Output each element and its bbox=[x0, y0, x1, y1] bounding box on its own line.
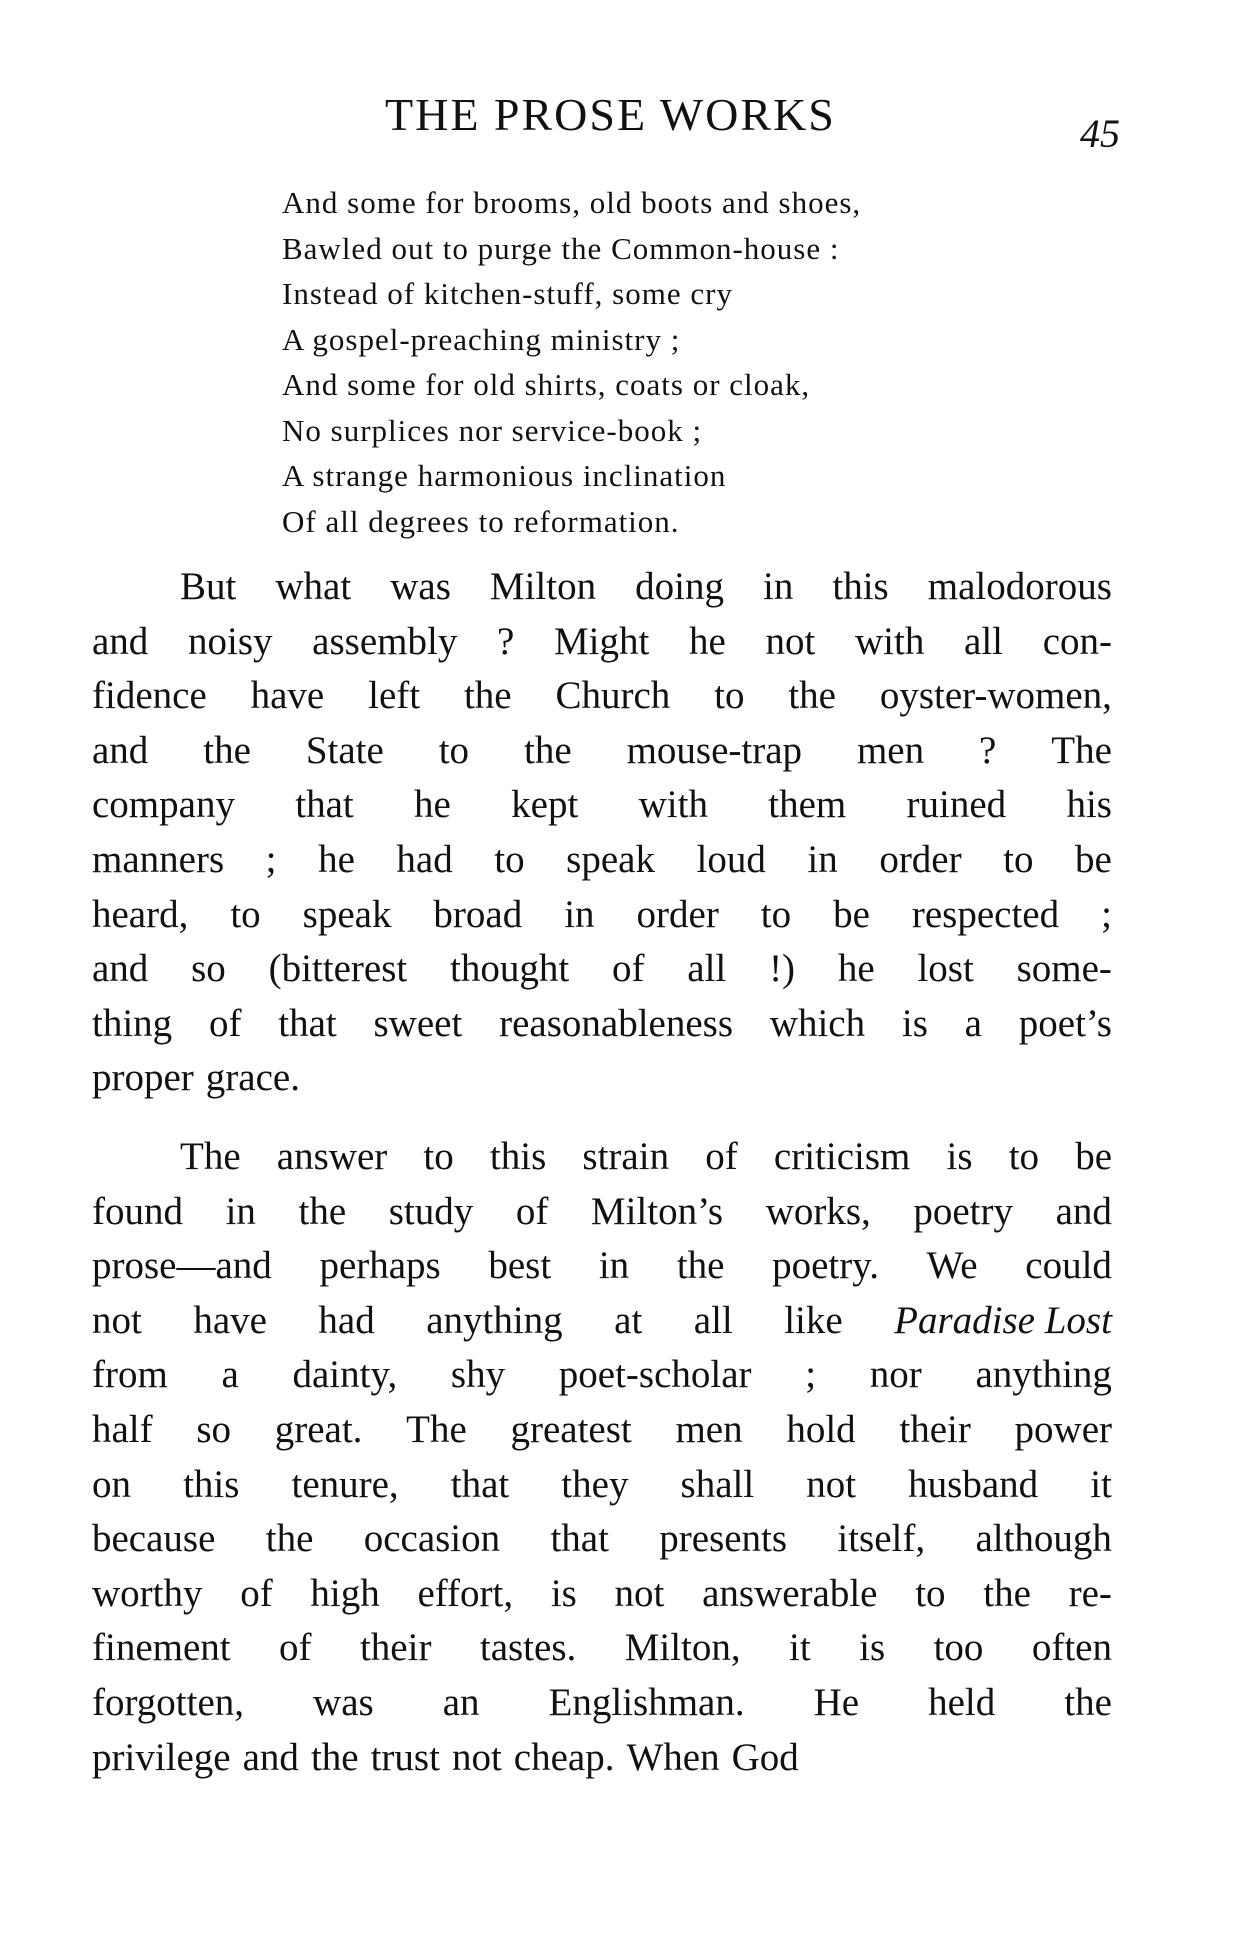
verse-line: Instead of kitchen-stuff, some cry bbox=[282, 276, 733, 311]
verse-line: And some for old shirts, coats or cloak, bbox=[282, 367, 811, 402]
text-line: forgotten, was an Englishman. He held the bbox=[92, 1680, 1112, 1724]
verse-line: Bawled out to purge the Common-house : bbox=[282, 230, 840, 266]
text-line: worthy of high effort, is not answerable to the re- bbox=[92, 1571, 1112, 1615]
text-line: heard, to speak broad in order to be respected ; bbox=[92, 892, 1112, 936]
verse-line: And some for brooms, old boots and shoes, bbox=[282, 185, 862, 220]
text-line: proper grace. bbox=[92, 1056, 300, 1100]
text-line: fidence have left the Church to the oyster-women, bbox=[92, 674, 1112, 718]
text-line: manners ; he had to speak loud in order to be bbox=[92, 837, 1112, 881]
verse-line: A gospel-preaching ministry ; bbox=[282, 321, 681, 357]
verse-line: A strange harmonious inclination bbox=[282, 458, 727, 493]
text-line: half so great. The greatest men hold their power bbox=[92, 1407, 1112, 1451]
page-title: THE PROSE WORKS bbox=[385, 89, 836, 140]
text-line: from a dainty, shy poet-scholar ; nor anything bbox=[92, 1353, 1112, 1397]
verse-line: Of all degrees to reformation. bbox=[282, 503, 680, 539]
text-line: privilege and the trust not cheap. When God bbox=[92, 1735, 799, 1779]
text-line: The answer to this strain of criticism is to be bbox=[180, 1135, 1112, 1178]
paragraph-1 bbox=[92, 560, 1112, 1106]
text-line: because the occasion that presents itself, although bbox=[92, 1517, 1112, 1561]
text-line: found in the study of Milton’s works, poetry and bbox=[92, 1189, 1112, 1233]
verse-quotation bbox=[282, 180, 1082, 544]
text-line: prose—and perhaps best in the poetry. We could bbox=[92, 1244, 1112, 1288]
text-line: and the State to the mouse-trap men ? The bbox=[92, 728, 1112, 772]
text-line: on this tenure, that they shall not husband it bbox=[92, 1462, 1112, 1506]
page-number: 45 bbox=[1080, 111, 1120, 156]
paragraph-2 bbox=[92, 1130, 1112, 1785]
text-line: But what was Milton doing in this malodorous bbox=[180, 565, 1112, 608]
text-line: and noisy assembly ? Might he not with all con- bbox=[92, 619, 1112, 663]
text-line: and so (bitterest thought of all !) he lost some- bbox=[92, 947, 1112, 991]
text-line: thing of that sweet reasonableness which is a poet’s bbox=[92, 1001, 1112, 1045]
running-head bbox=[0, 88, 1240, 156]
text-line: company that he kept with them ruined his bbox=[92, 783, 1112, 827]
verse-line: No surplices nor service-book ; bbox=[282, 412, 703, 448]
text-line: finement of their tastes. Milton, it is too often bbox=[92, 1626, 1112, 1670]
text-line: not have had anything at all like Paradise Lost bbox=[92, 1298, 1112, 1342]
